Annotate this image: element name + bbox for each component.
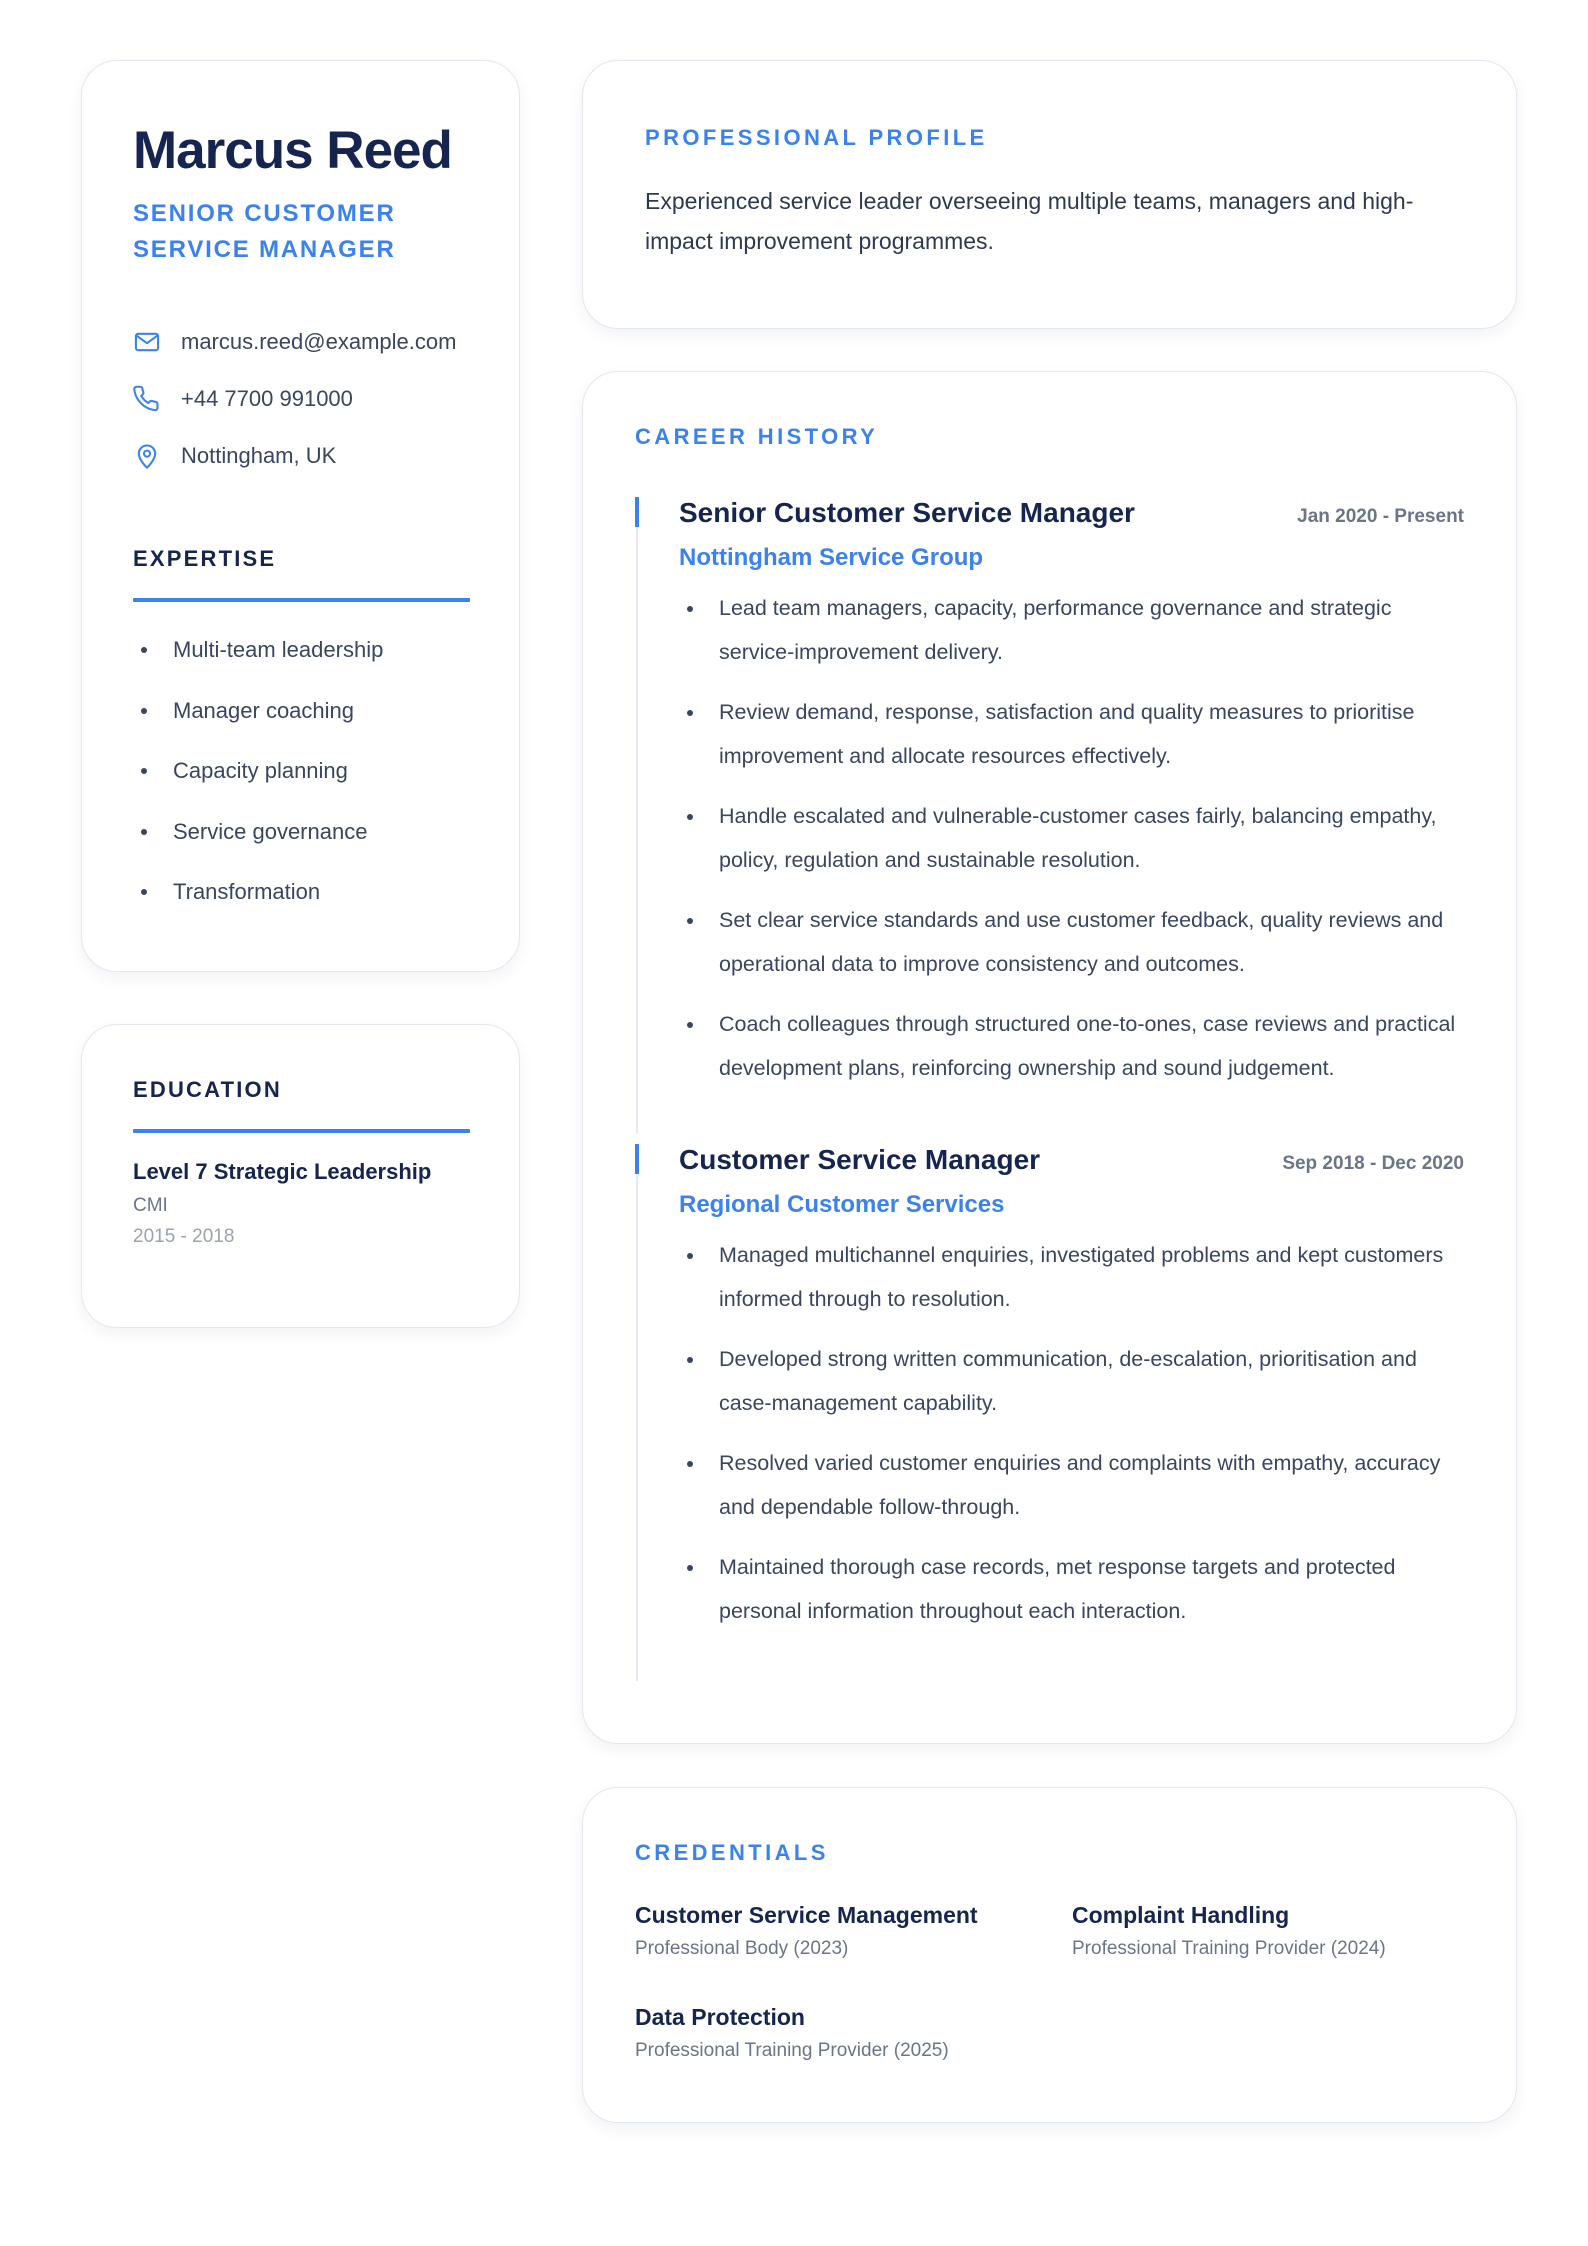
job-accent-bar [635, 497, 639, 527]
bullet-dot [141, 829, 147, 835]
list-item: Coach colleagues through structured one-to-ones, case reviews and practical development plans, reinforcing ownership and sound judgement. [679, 1002, 1464, 1090]
contact-list [133, 314, 469, 485]
credentials-card [582, 1787, 1517, 2123]
bullet-dot [687, 1022, 693, 1028]
credential-provider: Professional Training Provider (2025) [635, 2040, 949, 2061]
email-text: marcus.reed@example.com [181, 329, 457, 355]
job-title: Customer Service Manager [679, 1144, 1041, 1175]
list-item: Transformation [133, 862, 469, 923]
expertise-heading: EXPERTISE [133, 545, 277, 571]
list-item: Resolved varied customer enquiries and complaints with empathy, accuracy and dependable follow-through. [679, 1441, 1464, 1529]
location-text: Nottingham, UK [181, 443, 337, 469]
list-item: Handle escalated and vulnerable-customer cases fairly, balancing empathy, policy, regulation and sustainable resolution. [679, 794, 1464, 882]
list-item: Managed multichannel enquiries, investigated problems and kept customers informed through to resolution. [679, 1233, 1464, 1321]
job-title: Senior Customer Service Manager [679, 497, 1135, 528]
expertise-list [133, 620, 469, 923]
credential-item [635, 1902, 1072, 1960]
list-item: Multi-team leadership [133, 620, 469, 681]
education-title: Level 7 Strategic Leadership [133, 1159, 432, 1184]
bullet-dot [141, 889, 147, 895]
phone-text: +44 7700 991000 [181, 386, 353, 412]
job-dates: Sep 2018 - Dec 2020 [1282, 1153, 1464, 1174]
expertise-divider [133, 598, 470, 602]
candidate-role: SENIOR CUSTOMER SERVICE MANAGER [133, 199, 396, 263]
bullet-dot [687, 814, 693, 820]
credential-item [1072, 1902, 1472, 1960]
bullet-dot [141, 708, 147, 714]
bullet-dot [687, 1357, 693, 1363]
job-entry [635, 1144, 1464, 1633]
job-timeline-line [636, 1174, 638, 1681]
education-heading: EDUCATION [133, 1077, 282, 1102]
profile-card [582, 60, 1517, 329]
bullet-dot [687, 1253, 693, 1259]
bullet-dot [687, 1565, 693, 1571]
contact-email[interactable] [133, 314, 469, 371]
candidate-name: Marcus Reed [133, 121, 452, 180]
bullet-dot [687, 606, 693, 612]
list-item: Lead team managers, capacity, performance governance and strategic service-improvement delivery. [679, 586, 1464, 674]
job-bullet-list [679, 586, 1464, 1090]
list-item: Maintained thorough case records, met response targets and protected personal information throughout each interaction. [679, 1545, 1464, 1633]
career-card [582, 371, 1517, 1744]
credential-provider: Professional Training Provider (2024) [1072, 1938, 1386, 1959]
list-item: Set clear service standards and use customer feedback, quality reviews and operational data to improve consistency and outcomes. [679, 898, 1464, 986]
bullet-dot [141, 768, 147, 774]
education-divider [133, 1129, 470, 1133]
bullet-dot [687, 710, 693, 716]
education-years: 2015 - 2018 [133, 1226, 235, 1247]
bullet-dot [141, 647, 147, 653]
contact-phone[interactable] [133, 371, 469, 428]
credentials-grid [635, 1902, 1464, 2062]
education-org: CMI [133, 1195, 168, 1216]
credential-title: Data Protection [635, 2004, 805, 2030]
location-pin-icon [133, 442, 161, 470]
list-item: Developed strong written communication, de-escalation, prioritisation and case-management capability. [679, 1337, 1464, 1425]
credential-title: Complaint Handling [1072, 1902, 1290, 1928]
job-accent-bar [635, 1144, 639, 1174]
contact-location [133, 428, 469, 485]
job-entry [635, 497, 1464, 1090]
phone-icon [133, 385, 161, 413]
profile-text: Experienced service leader overseeing multiple teams, managers and high-impact improvement programmes. [645, 188, 1414, 254]
profile-heading: PROFESSIONAL PROFILE [645, 125, 988, 150]
credentials-heading: CREDENTIALS [635, 1840, 829, 1865]
credential-item [635, 2004, 1072, 2062]
job-company: Nottingham Service Group [679, 544, 984, 571]
career-heading: CAREER HISTORY [635, 424, 879, 449]
credential-title: Customer Service Management [635, 1902, 978, 1928]
job-bullet-list [679, 1233, 1464, 1633]
job-timeline-line [636, 527, 638, 1134]
sidebar-card [81, 60, 520, 972]
bullet-dot [687, 918, 693, 924]
list-item: Review demand, response, satisfaction and quality measures to prioritise improvement and allocate resources effectively. [679, 690, 1464, 778]
job-dates: Jan 2020 - Present [1297, 506, 1464, 527]
list-item: Service governance [133, 801, 469, 862]
list-item: Manager coaching [133, 680, 469, 741]
bullet-dot [687, 1461, 693, 1467]
job-company: Regional Customer Services [679, 1191, 1005, 1218]
credential-provider: Professional Body (2023) [635, 1938, 849, 1959]
mail-icon [133, 328, 161, 356]
list-item: Capacity planning [133, 741, 469, 802]
education-card [81, 1024, 520, 1328]
